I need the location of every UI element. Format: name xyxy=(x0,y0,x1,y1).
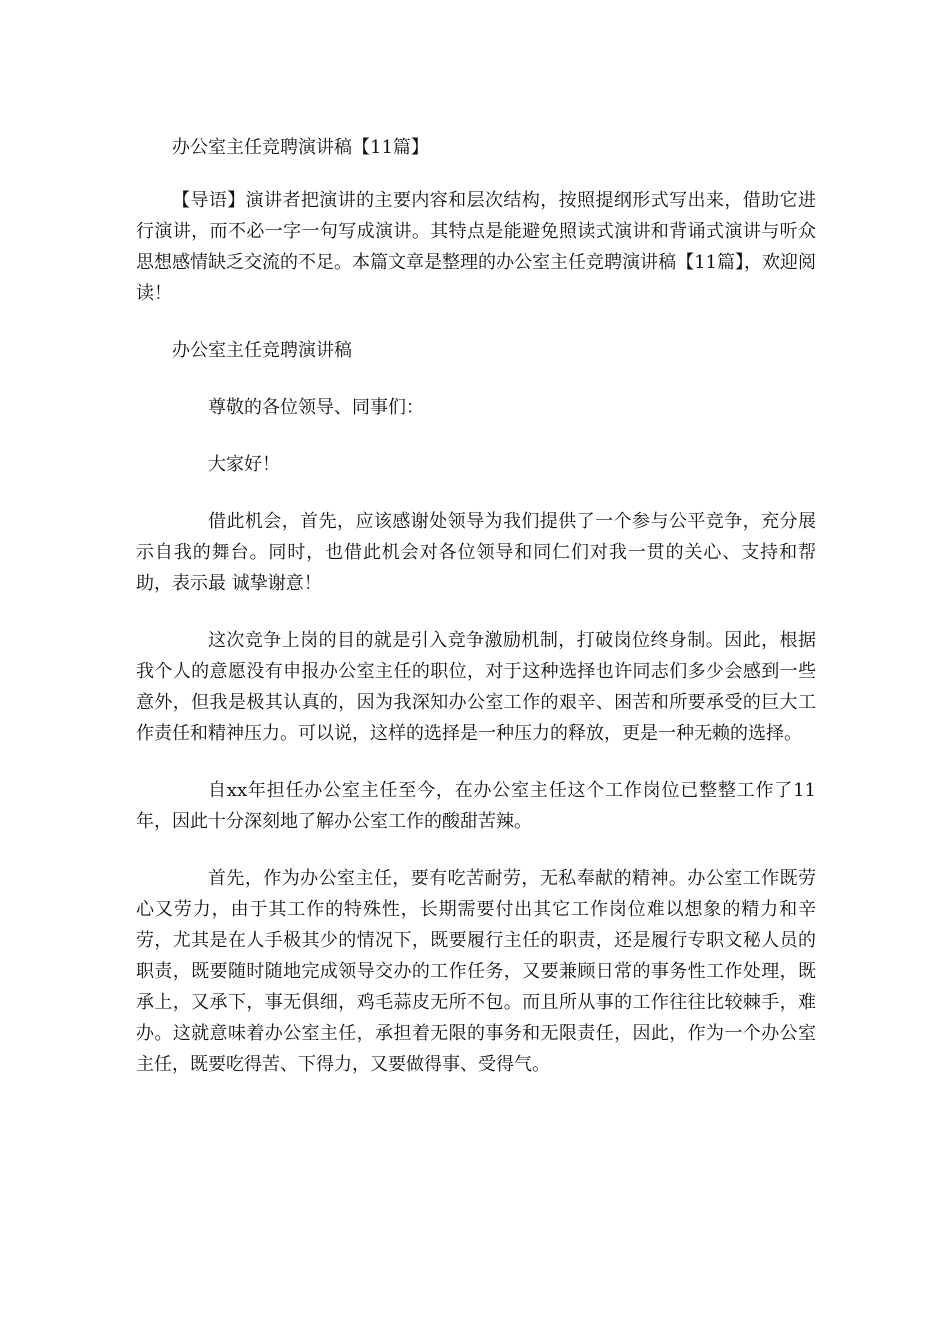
document-title: 办公室主任竞聘演讲稿【11篇】 xyxy=(172,137,429,158)
document-page xyxy=(136,132,816,1080)
body-paragraph: 首先，作为办公室主任，要有吃苦耐劳，无私奉献的精神。办公室工作既劳心又劳力，由于其工作的特殊性，长期需要付出其它工作岗位难以想象的精力和辛劳，尤其是在人手极其少的情况下，既要履行主任的职责，还是履行专职文秘人员的职责，既要随时随地完成领导交办的工作任务，又要兼顾日常的事务性工作处理，既承上，又承下，事无俱细，鸡毛蒜皮无所不包。而且所从事的工作往往比较棘手，难办。这就意味着办公室主任，承担着无限的事务和无限责任，因此，作为一个办公室主任，既要吃得苦、下得力，又要做得事、受得气。 xyxy=(136,868,816,1075)
body-paragraph: 自xx年担任办公室主任至今，在办公室主任这个工作岗位已整整工作了11年，因此十分深刻地了解办公室工作的酸甜苦辣。 xyxy=(136,780,816,832)
salutation: 尊敬的各位领导、同事们： xyxy=(208,397,424,418)
greeting: 大家好！ xyxy=(208,454,280,475)
section-title: 办公室主任竞聘演讲稿 xyxy=(172,340,352,361)
lead-paragraph: 【导语】演讲者把演讲的主要内容和层次结构，按照提纲形式写出来，借助它进行演讲，而不必一字一句写成演讲。其特点是能避免照读式演讲和背诵式演讲与听众思想感情缺乏交流的不足。本篇文章是整理的办公室主任竞聘演讲稿【11篇】，欢迎阅读！ xyxy=(136,190,816,304)
body-paragraph: 借此机会，首先，应该感谢处领导为我们提供了一个参与公平竞争，充分展示自我的舞台。同时，也借此机会对各位领导和同仁们对我一贯的关心、支持和帮助，表示最 诚挚谢意！ xyxy=(136,511,816,594)
body-paragraph: 这次竞争上岗的目的就是引入竞争激励机制，打破岗位终身制。因此，根据我个人的意愿没有申报办公室主任的职位，对于这种选择也许同志们多少会感到一些意外，但我是极其认真的，因为我深知办公室工作的艰辛、困苦和所要承受的巨大工作责任和精神压力。可以说，这样的选择是一种压力的释放，更是一种无赖的选择。 xyxy=(136,630,816,744)
